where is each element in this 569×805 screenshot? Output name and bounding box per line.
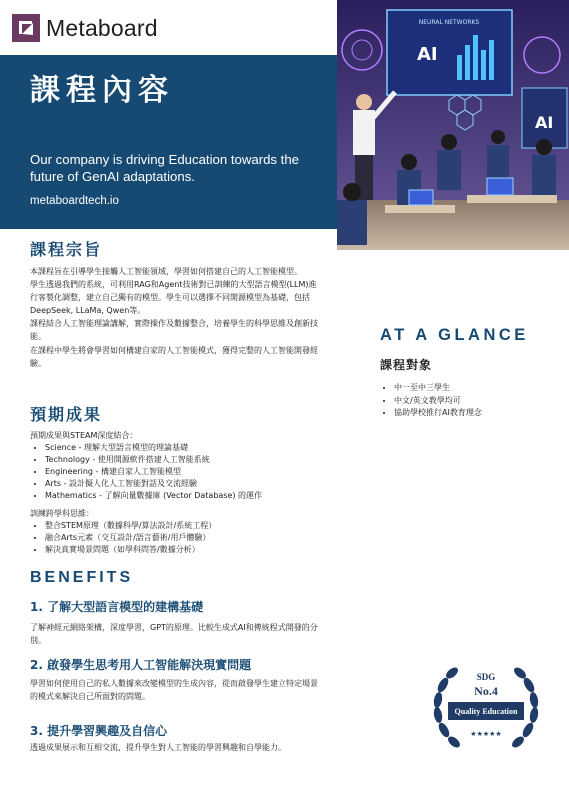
benefit-text: 了解神經元網絡架構，深度學習，GPT的原理。比較生成式AI和傳統程式開發的分別。 [30, 623, 318, 645]
list-item: • 中文/英文教學均可 [394, 395, 482, 408]
badge-line-2: No.4 [474, 684, 498, 698]
purpose-paragraph: 課程結合人工智能理論講解，實際操作及數據整合，培養學生的科學思維及創新技能。 [30, 319, 318, 342]
list-item: • Science - 理解大型語言模型的理論基礎 [45, 442, 262, 454]
benefit-heading: 2. 啟發學生思考用人工智能解決現實問題 [30, 658, 252, 672]
badge-line-3: Quality Education [454, 707, 518, 716]
outcomes-list-2 [30, 520, 216, 556]
list-item: • 融合Arts元素（交互設計/語言藝術/用戶體驗） [45, 532, 216, 544]
screen-text-ai: AI [417, 44, 438, 65]
outcomes-title: 預期成果 [30, 405, 103, 424]
list-item: • 解決真實場景問題（如學科問答/數據分析） [45, 544, 216, 556]
list-item: • 協助學校推行AI教育理念 [394, 407, 482, 420]
brand-logo [12, 14, 158, 42]
list-item: • Arts - 設計擬人化人工智能對話及交流經驗 [45, 478, 262, 490]
list-item: • Engineering - 構建自家人工智能模型 [45, 466, 262, 478]
brand-name: Metaboard [46, 14, 158, 41]
list-item: • 中一至中三學生 [394, 382, 482, 395]
outcomes-intro-2: 訓練跨學科思維： [30, 509, 94, 518]
screen-text-ai-2: AI [535, 113, 554, 132]
star-rating-icon: ★★★★★ [470, 730, 502, 738]
list-item: • 整合STEM原理（數據科學/算法設計/系統工程） [45, 520, 216, 532]
badge-line-1: SDG [476, 672, 496, 682]
benefit-text: 透過成果展示和互相交流，提升學生對人工智能的學習興趣和自學能力。 [30, 743, 286, 752]
classroom-photo [337, 0, 569, 250]
hero-title: 課程內容 [30, 74, 174, 107]
benefit-heading: 3. 提升學習興趣及自信心 [30, 724, 168, 738]
benefit-heading: 1. 了解大型語言模型的建構基礎 [30, 600, 204, 614]
purpose-paragraph: 在課程中學生將會學習如何構建自家的人工智能模式，獲得完整的人工智能開發經驗。 [30, 345, 318, 368]
metaboard-logo-icon [12, 14, 40, 42]
hero-tagline: Our company is driving Education towards the future of GenAI adaptations. [30, 152, 300, 184]
glance-title: AT A GLANCE [380, 326, 529, 344]
hero-panel [0, 55, 337, 229]
list-item: • Technology - 使用開源軟件搭建人工智能系統 [45, 454, 262, 466]
glance-subtitle: 課程對象 [380, 358, 433, 372]
benefit-text: 學習如何使用自己的私人數據來改變模型的生成內容，從而啟發學生建立特定場景的模式來解決自己所面對的問題。 [30, 679, 318, 701]
purpose-paragraph: 學生透過我們的系統，可利用RAG和Agent技術對已訓練的大型語言模型(LLM)進行客製化調整，建立自己獨有的模型。學生可以選擇不同開源模型為基礎，包括DeepSeek, LLaMa, Qwen等。 [30, 280, 317, 316]
glance-list [380, 382, 482, 420]
purpose-text [30, 265, 320, 370]
purpose-paragraph: 本課程旨在引導學生接觸人工智能領域，學習如何搭建自己的人工智能模型。 [30, 267, 302, 276]
outcomes-list [30, 442, 262, 502]
sdg-badge [426, 660, 546, 760]
purpose-title: 課程宗旨 [30, 240, 103, 259]
list-item: • Mathematics - 了解向量數據庫 (Vector Database) 的運作 [45, 490, 262, 502]
benefits-title: BENEFITS [30, 569, 134, 586]
outcomes-intro: 預期成果與STEAM深度結合： [30, 431, 138, 440]
hero-url: metaboardtech.io [30, 195, 119, 207]
screen-text-neural: NEURAL NETWORKS [418, 19, 480, 26]
